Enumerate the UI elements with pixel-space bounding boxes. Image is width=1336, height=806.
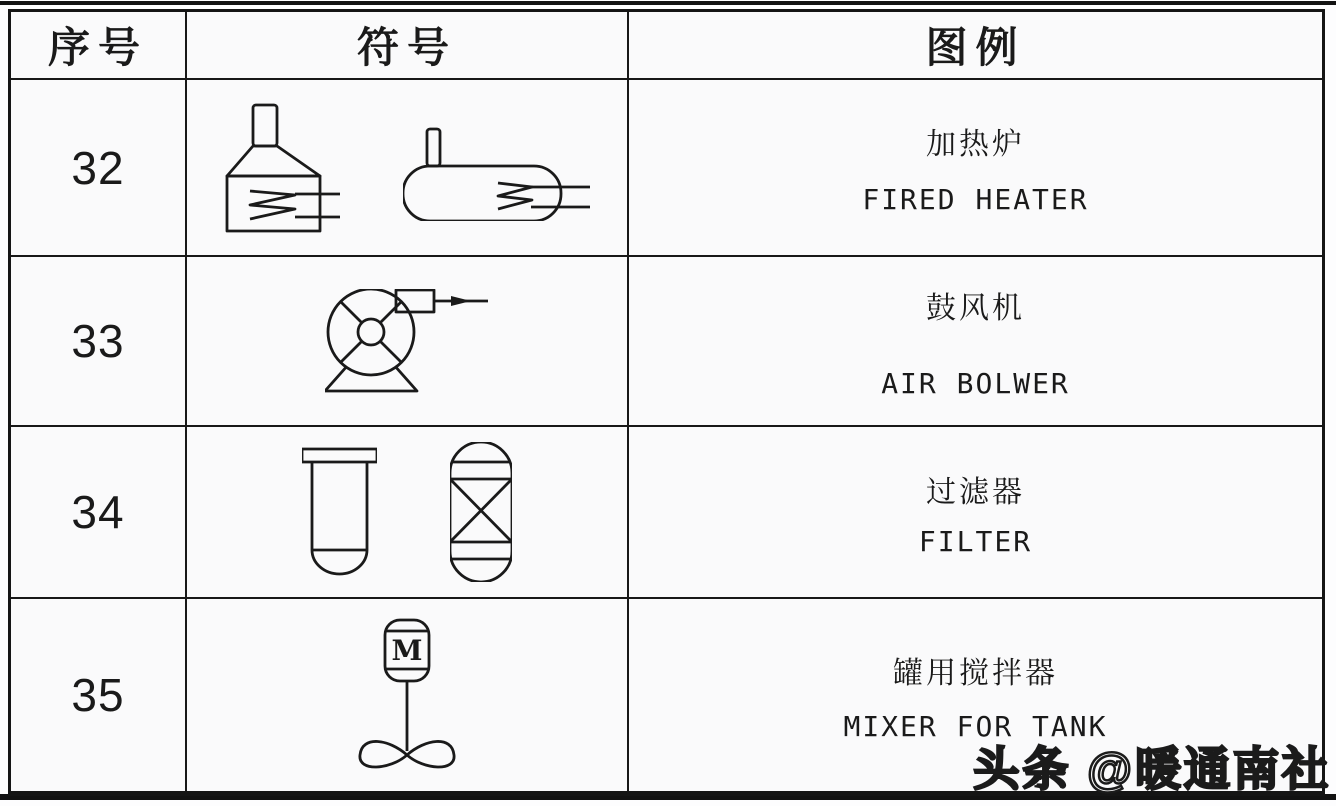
row-number: 33 — [71, 315, 125, 367]
air-blower-icon — [325, 289, 490, 393]
table-row-33-number — [11, 257, 187, 427]
table-row-34-number — [11, 427, 187, 599]
table-row-34-symbols — [187, 427, 629, 599]
basket-filter-icon — [302, 447, 377, 577]
table-row-35-number — [11, 599, 187, 791]
table-row-32-legend — [629, 80, 1322, 257]
watermark: 头条 @暖通南社 — [973, 743, 1331, 795]
legend-en: AIR BOLWER — [881, 366, 1070, 400]
header-symbol-label: 符号 — [356, 24, 457, 71]
box-fired-heater-icon — [225, 103, 340, 233]
symbol-legend-table — [8, 9, 1325, 796]
row-number: 34 — [71, 486, 125, 538]
header-number-label: 序号 — [47, 24, 148, 71]
legend-cn: 加热炉 — [926, 128, 1025, 161]
legend-cn: 过滤器 — [926, 475, 1025, 509]
header-legend — [629, 12, 1322, 80]
legend-en: FILTER — [918, 524, 1033, 558]
row-number: 35 — [71, 669, 125, 721]
header-number — [11, 12, 187, 80]
header-legend-label: 图例 — [925, 24, 1026, 71]
table-row-32-number — [11, 80, 187, 257]
table-row-33-legend — [629, 257, 1322, 427]
cylindrical-fired-heater-icon — [403, 127, 590, 221]
page-top-rule — [0, 1, 1336, 5]
table-row-32-symbols — [187, 80, 629, 257]
header-symbol — [187, 12, 629, 80]
table-row-33-symbols — [187, 257, 629, 427]
row-number: 32 — [71, 141, 125, 194]
legend-en: FIRED HEATER — [862, 183, 1089, 216]
motor-letter: M — [391, 633, 423, 667]
legend-cn: 罐用搅拌器 — [893, 656, 1058, 690]
vessel-filter-icon — [450, 442, 512, 582]
legend-cn: 鼓风机 — [926, 291, 1025, 325]
legend-en: MIXER FOR TANK — [843, 709, 1108, 743]
tank-mixer-icon — [357, 618, 457, 773]
table-row-34-legend — [629, 427, 1322, 599]
table-row-35-symbols — [187, 599, 629, 791]
